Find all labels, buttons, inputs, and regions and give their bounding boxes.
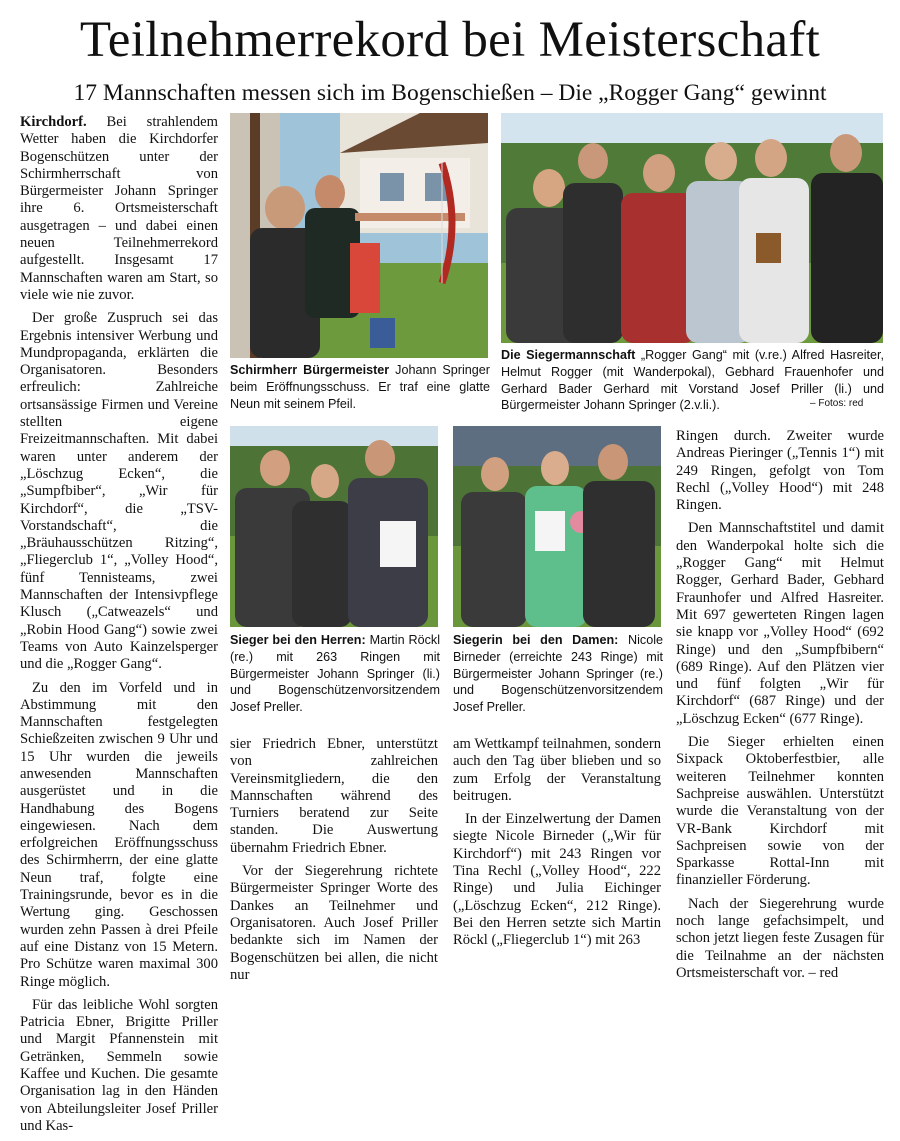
caption-text: Martin Röckl (re.) mit 263 Ringen mit Bürgermeister Johann Springer (li.) und Bogenschützenvorsitzendem Josef Preller.	[230, 633, 441, 715]
mens-winner-photo	[230, 426, 438, 627]
author-signoff: – red	[808, 964, 839, 981]
paragraph: Vor der Siegerehrung richtete Bürgermeister Springer Worte des Dankes an Teilnehmer und Organisatoren. Auch Josef Priller bedankte sich im Namen der Bogenschützen bei allen, die nicht nur	[230, 863, 438, 983]
photo-credit: – Fotos: red	[810, 398, 864, 409]
winning-team-photo	[501, 113, 883, 343]
paragraph	[676, 896, 884, 982]
paragraph: In der Einzelwertung der Damen siegte Nicole Birneder („Wir für Kirchdorf“) mit 243 Ringen vor Tina Rechl („Volley Hood“, 222 Ringe) und Julia Eichinger („Löschzug Ecken“, 212 Ringe). Bei den Herren setzte sich Martin Röckl („Fliegerclub 1“) mit 263	[453, 811, 661, 949]
womens-winner-photo	[453, 426, 661, 627]
paragraph: Für das leibliche Wohl sorgten Patricia Ebner, Brigitte Priller und Margit Pfannenstein mit Getränken, Semmeln sowie Kaffee und Kuchen. Die gesamte Organisation lag in den Händen von Abteilungsleiter Josef Priller und Kas-	[20, 996, 218, 1134]
caption-lead: Sieger bei den Herren:	[230, 633, 366, 647]
paragraph: Zu den im Vorfeld und in Abstimmung mit den Mannschaften festgelegten Schießzeiten zwischen 9 Uhr und 15 Uhr wurden die jeweils anwesenden Mannschaften ausgerüstet und in die Handhabung des Bogens eingewiesen. Nach dem erfolgreichen Eröffnungsschuss des Schirmherrn, der eine glatte Neun traf, folgte eine Trainingsrunde, bevor es in die Wertung ging. Geschossen wurden zehn Passen à drei Pfeile auf eine Distanz von 15 Metern. Pro Schütze waren maximal 300 Ringe möglich.	[20, 679, 218, 990]
paragraph	[20, 114, 218, 304]
article-column-4	[676, 428, 884, 988]
caption-lead: Die Siegermannschaft	[501, 348, 636, 362]
caption-text: Johann Springer beim Eröffnungsschuss. Er traf eine glatte Neun mit seinem Pfeil.	[230, 363, 491, 411]
caption-lead: Schirmherr Bürgermeister	[230, 363, 390, 377]
subheadline: 17 Mannschaften messen sich im Bogenschießen – Die „Rogger Gang“ gewinnt	[73, 80, 827, 106]
paragraph-text: Bei strahlendem Wetter haben die Kirchdorfer Bogenschützen unter der Schirmherrschaft von Bürgermeister Johann Springer ihre 6. Ortsmeisterschaft ausgetragen – und dabei einen neuen Teilnehmerrekord aufgestellt. Insgesamt 17 Mannschaften waren am Start, so viele wie nie zuvor.	[20, 114, 218, 303]
article-column-1	[20, 114, 218, 1141]
paragraph: Den Mannschaftstitel und damit den Wanderpokal holte sich die „Rogger Gang“ mit Helmut Rogger, Gerhard Bader, Gebhard Fraunhofer und Alfred Hasreiter. Mit 697 gewerteten Ringen lagen sie knapp vor „Volley Hood“ (692 Ringe) und den „Sumpfbibern“ (689 Ringe). Auf den Plätzen vier und fünf folgten „Wir für Kirchdorf“ (687 Ringe) und der „Löschzug Ecken“ (677 Ringe).	[676, 520, 884, 727]
photo-caption-1	[230, 362, 490, 412]
caption-text: Nicole Birneder (erreichte 243 Ringe) mit Bürgermeister Johann Springer (re.) und Bogenschützenvorsitzendem Josef Preller.	[453, 633, 664, 715]
caption-text: „Rogger Gang“ mit (v.re.) Alfred Hasreiter, Helmut Rogger (mit Wanderpokal), Gebhard Frauenhofer und Gerhard Bader Gerhard mit Vorstand Josef Priller (li.) und Bürgermeister Johann Springer (2.v.li.).	[501, 348, 885, 413]
paragraph: sier Friedrich Ebner, unterstützt von zahlreichen Vereinsmitgliedern, die den Mannschaften während des Turniers beratend zur Seite standen. Die Auswertung übernahm Friedrich Ebner.	[230, 736, 438, 856]
paragraph: Ringen durch. Zweiter wurde Andreas Pieringer („Tennis 1“) mit 249 Ringen, gefolgt von Tom Rechl („Volley Hood“) mit 248 Ringen.	[676, 428, 884, 514]
paragraph: am Wettkampf teilnahmen, sondern auch den Tag über blieben und so zum Erfolg der Veranstaltung beitrugen.	[453, 736, 661, 804]
article-column-2	[230, 736, 438, 990]
paragraph-text: Nach der Siegerehrung wurde noch lange gefachsimpelt, und schon jetzt liegen feste Zusagen für die Teilnahme an der nächsten Ortsmeisterschaft vor.	[676, 895, 884, 981]
article-column-3	[453, 736, 661, 956]
archer-opening-shot-photo	[230, 113, 488, 358]
paragraph: Die Sieger erhielten einen Sixpack Oktoberfestbier, alle weiteren Teilnehmer konnten Sachpreise auswählen. Unterstützt wurde die Veranstaltung von der VR-Bank Kirchdorf mit Sachpreisen sowie von der Sparkasse Rottal-Inn mit finanzieller Förderung.	[676, 734, 884, 889]
photo-caption-4	[453, 632, 663, 716]
caption-lead: Siegerin bei den Damen:	[453, 633, 619, 647]
photo-caption-3	[230, 632, 440, 716]
paragraph: Der große Zuspruch sei das Ergebnis intensiver Werbung und Mundpropaganda, erklärten die Organisatoren. Besonders erfreulich: Zahlreiche ortsansässige Firmen und Vereine stellten eigene Freizeitmannschaften. Mit dabei waren unter anderem der „Löschzug Ecken“, die „Sumpfbiber“, „Wir für Kirchdorf“, die „TSV-Vorstandschaft“, die „Bräuhausschützen Ritzing“, „Fliegerclub 1“, „Volley Hood“, fünf Tennisteams, zwei Mannschaften der Intensivpflege Klusch („Catweazels“ und „Robin Hood Gang“) sowie zwei Teams von Auto Kainzelsperger und die „Rogger Gang“.	[20, 310, 218, 673]
dateline: Kirchdorf.	[20, 114, 87, 130]
headline: Teilnehmerrekord bei Meisterschaft	[79, 12, 821, 68]
